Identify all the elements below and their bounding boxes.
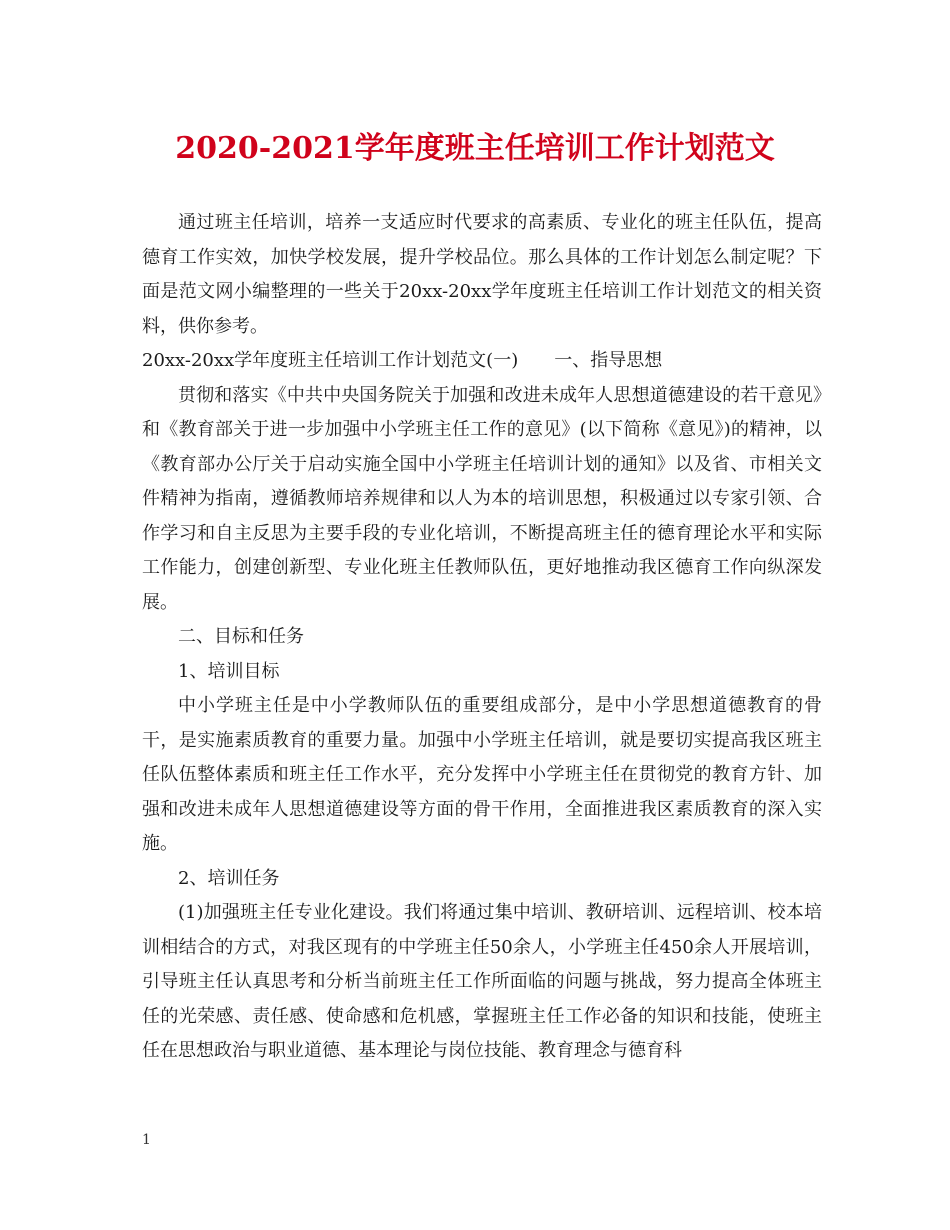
training-task-heading: 2、培训任务 [178,867,280,889]
document-title: 2020-2021学年度班主任培训工作计划范文 [175,131,775,166]
training-task-paragraph: (1)加强班主任专业化建设。我们将通过集中培训、教研培训、远程培训、校本培训相结合的方式，对我区现有的中学班主任50余人，小学班主任450余人开展培训，引导班主任认真思考和分析当前班主任工作所面临的问题与挑战，努力提高全体班主任的光荣感、责任感、使命感和危机感，掌握班主任工作必备的知识和技能，使班主任在思想政治与职业道德、基本理论与岗位技能、教育理念与德育科 [142,902,822,1061]
goals-tasks-heading: 二、目标和任务 [178,626,304,647]
section-heading-line: 20xx-20xx学年度班主任培训工作计划范文(一) 一、指导思想 [142,350,663,371]
guiding-ideology-paragraph: 贯彻和落实《中共中央国务院关于加强和改进未成年人思想道德建设的若干意见》和《教育部关于进一步加强中小学班主任工作的意见》(以下简称《意见》)的精神，以《教育部办公厅关于启动实施全国中小学班主任培训计划的通知》以及省、市相关文件精神为指南，遵循教师培养规律和以人为本的培训思想，积极通过以专家引领、合作学习和自主反思为主要手段的专业化培训，不断提高班主任的德育理论水平和实际工作能力，创建创新型、专业化班主任教师队伍，更好地推动我区德育工作向纵深发展。 [142,384,822,613]
training-goal-heading: 1、培训目标 [178,660,280,682]
document-body [142,206,822,1069]
training-goal-paragraph: 中小学班主任是中小学教师队伍的重要组成部分，是中小学思想道德教育的骨干，是实施素质教育的重要力量。加强中小学班主任培训，就是要切实提高我区班主任队伍整体素质和班主任工作水平，充分发挥中小学班主任在贯彻党的教育方针、加强和改进未成年人思想道德建设等方面的骨干作用，全面推进我区素质教育的深入实施。 [142,695,822,854]
intro-paragraph: 通过班主任培训，培养一支适应时代要求的高素质、专业化的班主任队伍，提高德育工作实效，加快学校发展，提升学校品位。那么具体的工作计划怎么制定呢？下面是范文网小编整理的一些关于20xx-20xx学年度班主任培训工作计划范文的相关资料，供你参考。 [142,212,822,337]
page-number: 1 [142,1132,151,1148]
